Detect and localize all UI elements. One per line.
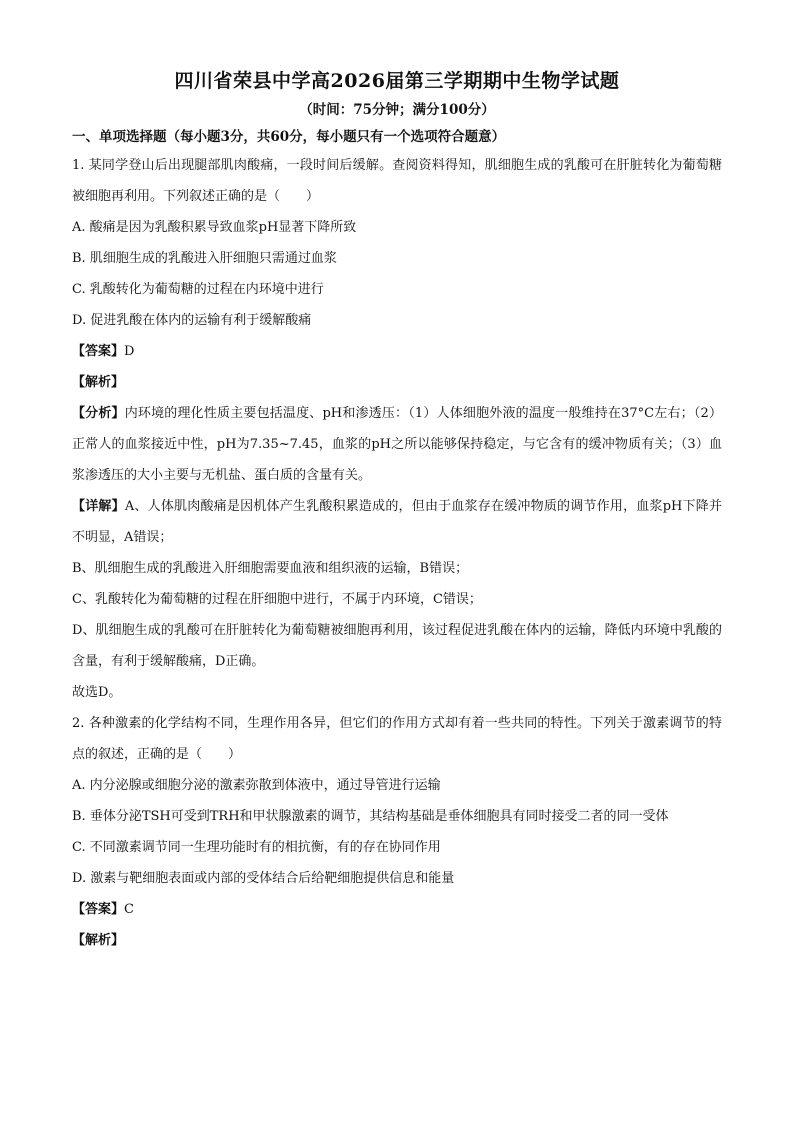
xiangjie-label: 【详解】 <box>72 499 125 514</box>
option-d: D. 激素与靶细胞表面或内部的受体结合后给靶细胞提供信息和能量 <box>72 871 455 886</box>
option-c: C. 不同激素调节同一生理功能时有的相抗衡，有的存在协同作用 <box>72 840 441 855</box>
option-d: D. 促进乳酸在体内的运输有利于缓解酸痛 <box>72 313 312 328</box>
exam-info: （时间：75分钟；满分100分） <box>299 102 495 118</box>
analysis-label: 【解析】 <box>72 933 125 948</box>
option-b: B. 肌细胞生成的乳酸进入肝细胞只需通过血浆 <box>72 251 337 266</box>
xiangjie-d: D、肌细胞生成的乳酸可在肝脏转化为葡萄糖被细胞再利用，该过程促进乳酸在体内的运输，降低内环境中乳酸的含量，有利于缓解酸痛，D正确。 <box>72 623 722 669</box>
question-2 <box>72 708 722 956</box>
answer <box>72 336 722 367</box>
answer-label: 【答案】 <box>72 902 125 917</box>
answer-value: D <box>124 344 135 359</box>
question-1 <box>72 150 722 708</box>
option-b: B. 垂体分泌TSH可受到TRH和甲状腺激素的调节，其结构基础是垂体细胞具有同时接受二者的同一受体 <box>72 809 669 824</box>
conclusion: 故选D。 <box>72 685 122 700</box>
answer-label: 【答案】 <box>72 344 125 359</box>
option-a: A. 内分泌腺或细胞分泌的激素弥散到体液中，通过导管进行运输 <box>72 778 441 793</box>
analysis-label: 【解析】 <box>72 375 125 390</box>
page-title: 四川省荣县中学高2026届第三学期期中生物学试题 <box>174 70 620 92</box>
option-c: C. 乳酸转化为葡萄糖的过程在内环境中进行 <box>72 282 324 297</box>
xiangjie-c: C、乳酸转化为葡萄糖的过程在肝细胞中进行，不属于内环境，C错误； <box>72 592 482 607</box>
question-stem: 2. 各种激素的化学结构不同，生理作用各异，但它们的作用方式却有着一些共同的特性。下列关于激素调节的特点的叙述，正确的是（ ） <box>72 716 722 762</box>
fenxi-text: 内环境的理化性质主要包括温度、pH和渗透压：（1）人体细胞外液的温度一般维持在37°C左右；（2）正常人的血浆接近中性，pH为7.35~7.45，血浆的pH之所以能够保持稳定，与它含有的缓冲物质有关；（3）血浆渗透压的大小主要与无机盐、蛋白质的含量有关。 <box>72 406 722 483</box>
option-a: A. 酸痛是因为乳酸积累导致血浆pH显著下降所致 <box>72 220 357 235</box>
fenxi <box>72 398 722 491</box>
answer-value: C <box>124 902 134 917</box>
question-stem: 1. 某同学登山后出现腿部肌肉酸痛，一段时间后缓解。查阅资料得知，肌细胞生成的乳酸可在肝脏转化为葡萄糖被细胞再利用。下列叙述正确的是（ ） <box>72 158 722 204</box>
answer <box>72 894 722 925</box>
xiangjie-a: 【详解】A、人体肌肉酸痛是因机体产生乳酸积累造成的，但由于血浆存在缓冲物质的调节作用，血浆pH下降并不明显，A错误； <box>72 499 722 545</box>
section-heading: 一、单项选择题（每小题3分，共60分，每小题只有一个选项符合题意） <box>72 129 506 145</box>
fenxi-label: 【分析】 <box>72 406 125 421</box>
xiangjie-b: B、肌细胞生成的乳酸进入肝细胞需要血液和组织液的运输，B错误； <box>72 561 469 576</box>
